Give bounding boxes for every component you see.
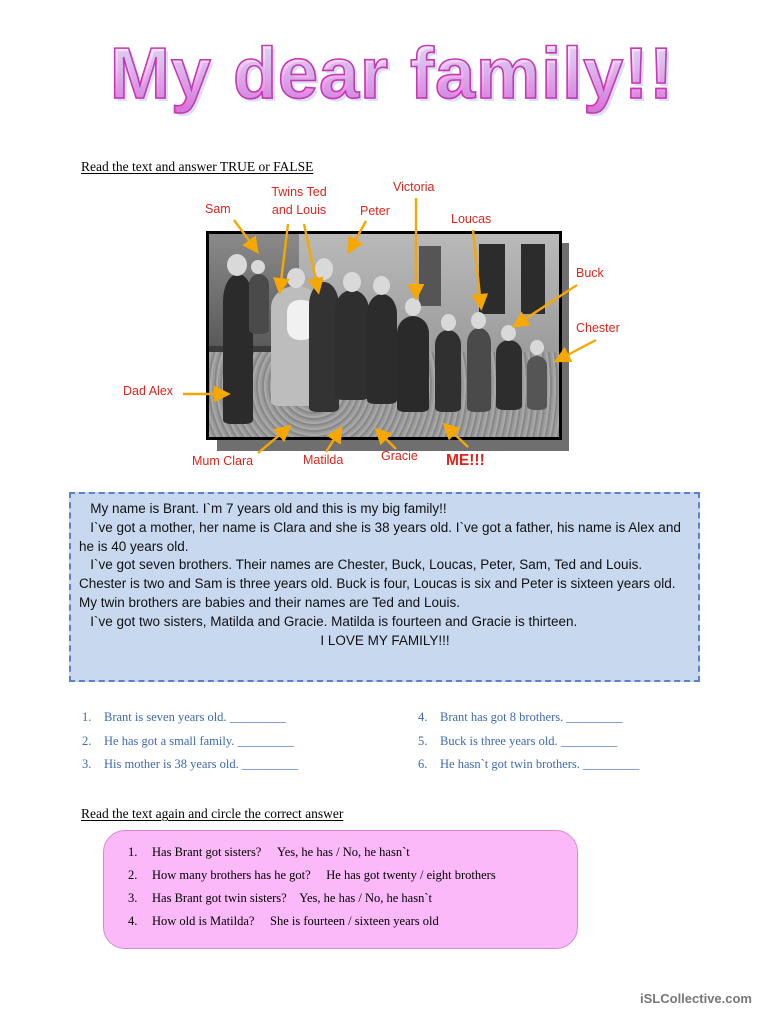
question-number: 3. [128, 891, 138, 905]
reading-paragraph-4: I`ve got two sisters, Matilda and Gracie. Matilda is fourteen and Gracie is thirteen. [79, 613, 578, 629]
circle-question-3 [128, 891, 432, 906]
label-twins-line2: and Louis [271, 203, 327, 217]
reading-closing-line: I LOVE MY FAMILY!!! [320, 632, 450, 648]
label-peter: Peter [360, 204, 390, 218]
arrow-sam [234, 220, 256, 250]
arrow-loucas [473, 230, 481, 306]
circle-question-2 [128, 868, 496, 883]
tf-item-6 [418, 757, 639, 772]
reading-paragraph-3: I`ve got seven brothers. Their names are Chester, Buck, Loucas, Peter, Sam, Ted and Louis. Chester is two and Sam is three years old. Buck is four, Loucas is six and Peter is sixteen years old. My twin brothers are babies and their names are Ted and Louis. [79, 557, 680, 610]
question-text: Has Brant got twin sisters? [152, 891, 287, 905]
tf-item-2 [82, 734, 294, 749]
question-text: How many brothers has he got? [152, 868, 311, 882]
tf-statement: He hasn`t got twin brothers. [440, 757, 580, 771]
arrow-peter [350, 221, 366, 250]
tf-number: 3. [82, 757, 92, 771]
tf-statement: He has got a small family. [104, 734, 235, 748]
answer-options[interactable]: Yes, he has / No, he hasn`t [276, 845, 410, 859]
label-chester: Chester [576, 321, 620, 335]
tf-statement: His mother is 38 years old. [104, 757, 239, 771]
label-dad-alex: Dad Alex [123, 384, 174, 398]
tf-item-3 [82, 757, 298, 772]
label-mum-clara: Mum Clara [192, 454, 254, 468]
answer-options[interactable]: She is fourteen / sixteen years old [270, 914, 439, 928]
tf-answer-blank[interactable]: _________ [229, 710, 286, 724]
label-twins-line1: Twins Ted [271, 185, 327, 199]
tf-statement: Brant has got 8 brothers. [440, 710, 564, 724]
worksheet-title: My dear family!! [8, 34, 768, 114]
answer-options[interactable]: He has got twenty / eight brothers [326, 868, 496, 882]
label-buck: Buck [576, 266, 604, 280]
tf-item-5 [418, 734, 617, 749]
tf-number: 6. [418, 757, 428, 771]
reading-text-box [69, 492, 700, 682]
tf-answer-blank[interactable]: _________ [560, 734, 618, 748]
answer-options[interactable]: Yes, he has / No, he hasn`t [299, 891, 432, 905]
question-number: 2. [128, 868, 138, 882]
label-matilda: Matilda [303, 453, 344, 467]
tf-item-1 [82, 710, 286, 725]
label-me: ME!!! [446, 452, 485, 469]
label-victoria: Victoria [393, 180, 435, 194]
arrow-gracie [378, 431, 396, 449]
arrow-buck [516, 285, 577, 325]
tf-statement: Brant is seven years old. [104, 710, 227, 724]
instruction-true-false: Read the text and answer TRUE or FALSE [81, 159, 314, 174]
arrow-chester [558, 340, 596, 360]
tf-number: 1. [82, 710, 92, 724]
circle-question-4 [128, 914, 439, 929]
instruction-circle-answer: Read the text again and circle the correct answer [81, 806, 344, 821]
tf-number: 2. [82, 734, 92, 748]
arrow-twins-right [304, 224, 318, 290]
question-text: How old is Matilda? [152, 914, 255, 928]
tf-number: 5. [418, 734, 428, 748]
label-twins [259, 183, 339, 219]
question-text: Has Brant got sisters? [152, 845, 262, 859]
tf-item-4 [418, 710, 623, 725]
tf-answer-blank[interactable]: _________ [566, 710, 623, 724]
arrow-mum-clara [258, 428, 288, 453]
tf-answer-blank[interactable]: _________ [583, 757, 640, 771]
label-gracie: Gracie [381, 449, 418, 463]
watermark: iSLCollective.com [640, 991, 752, 1006]
arrow-matilda [326, 430, 340, 452]
tf-statement: Buck is three years old. [440, 734, 558, 748]
tf-answer-blank[interactable]: _________ [241, 757, 299, 771]
arrow-me [446, 426, 468, 447]
tf-answer-blank[interactable]: _________ [237, 734, 294, 748]
arrow-twins-left [280, 224, 288, 290]
question-number: 1. [128, 845, 138, 859]
reading-paragraph-2: I`ve got a mother, her name is Clara and she is 38 years old. I`ve got a father, his name is Alex and he is 40 years old. [79, 519, 685, 554]
tf-number: 4. [418, 710, 428, 724]
circle-question-1 [128, 845, 410, 860]
reading-paragraph-1: My name is Brant. I`m 7 years old and this is my big family!! [79, 501, 447, 516]
question-number: 4. [128, 914, 138, 928]
label-loucas: Loucas [451, 212, 492, 226]
label-sam: Sam [205, 202, 231, 216]
